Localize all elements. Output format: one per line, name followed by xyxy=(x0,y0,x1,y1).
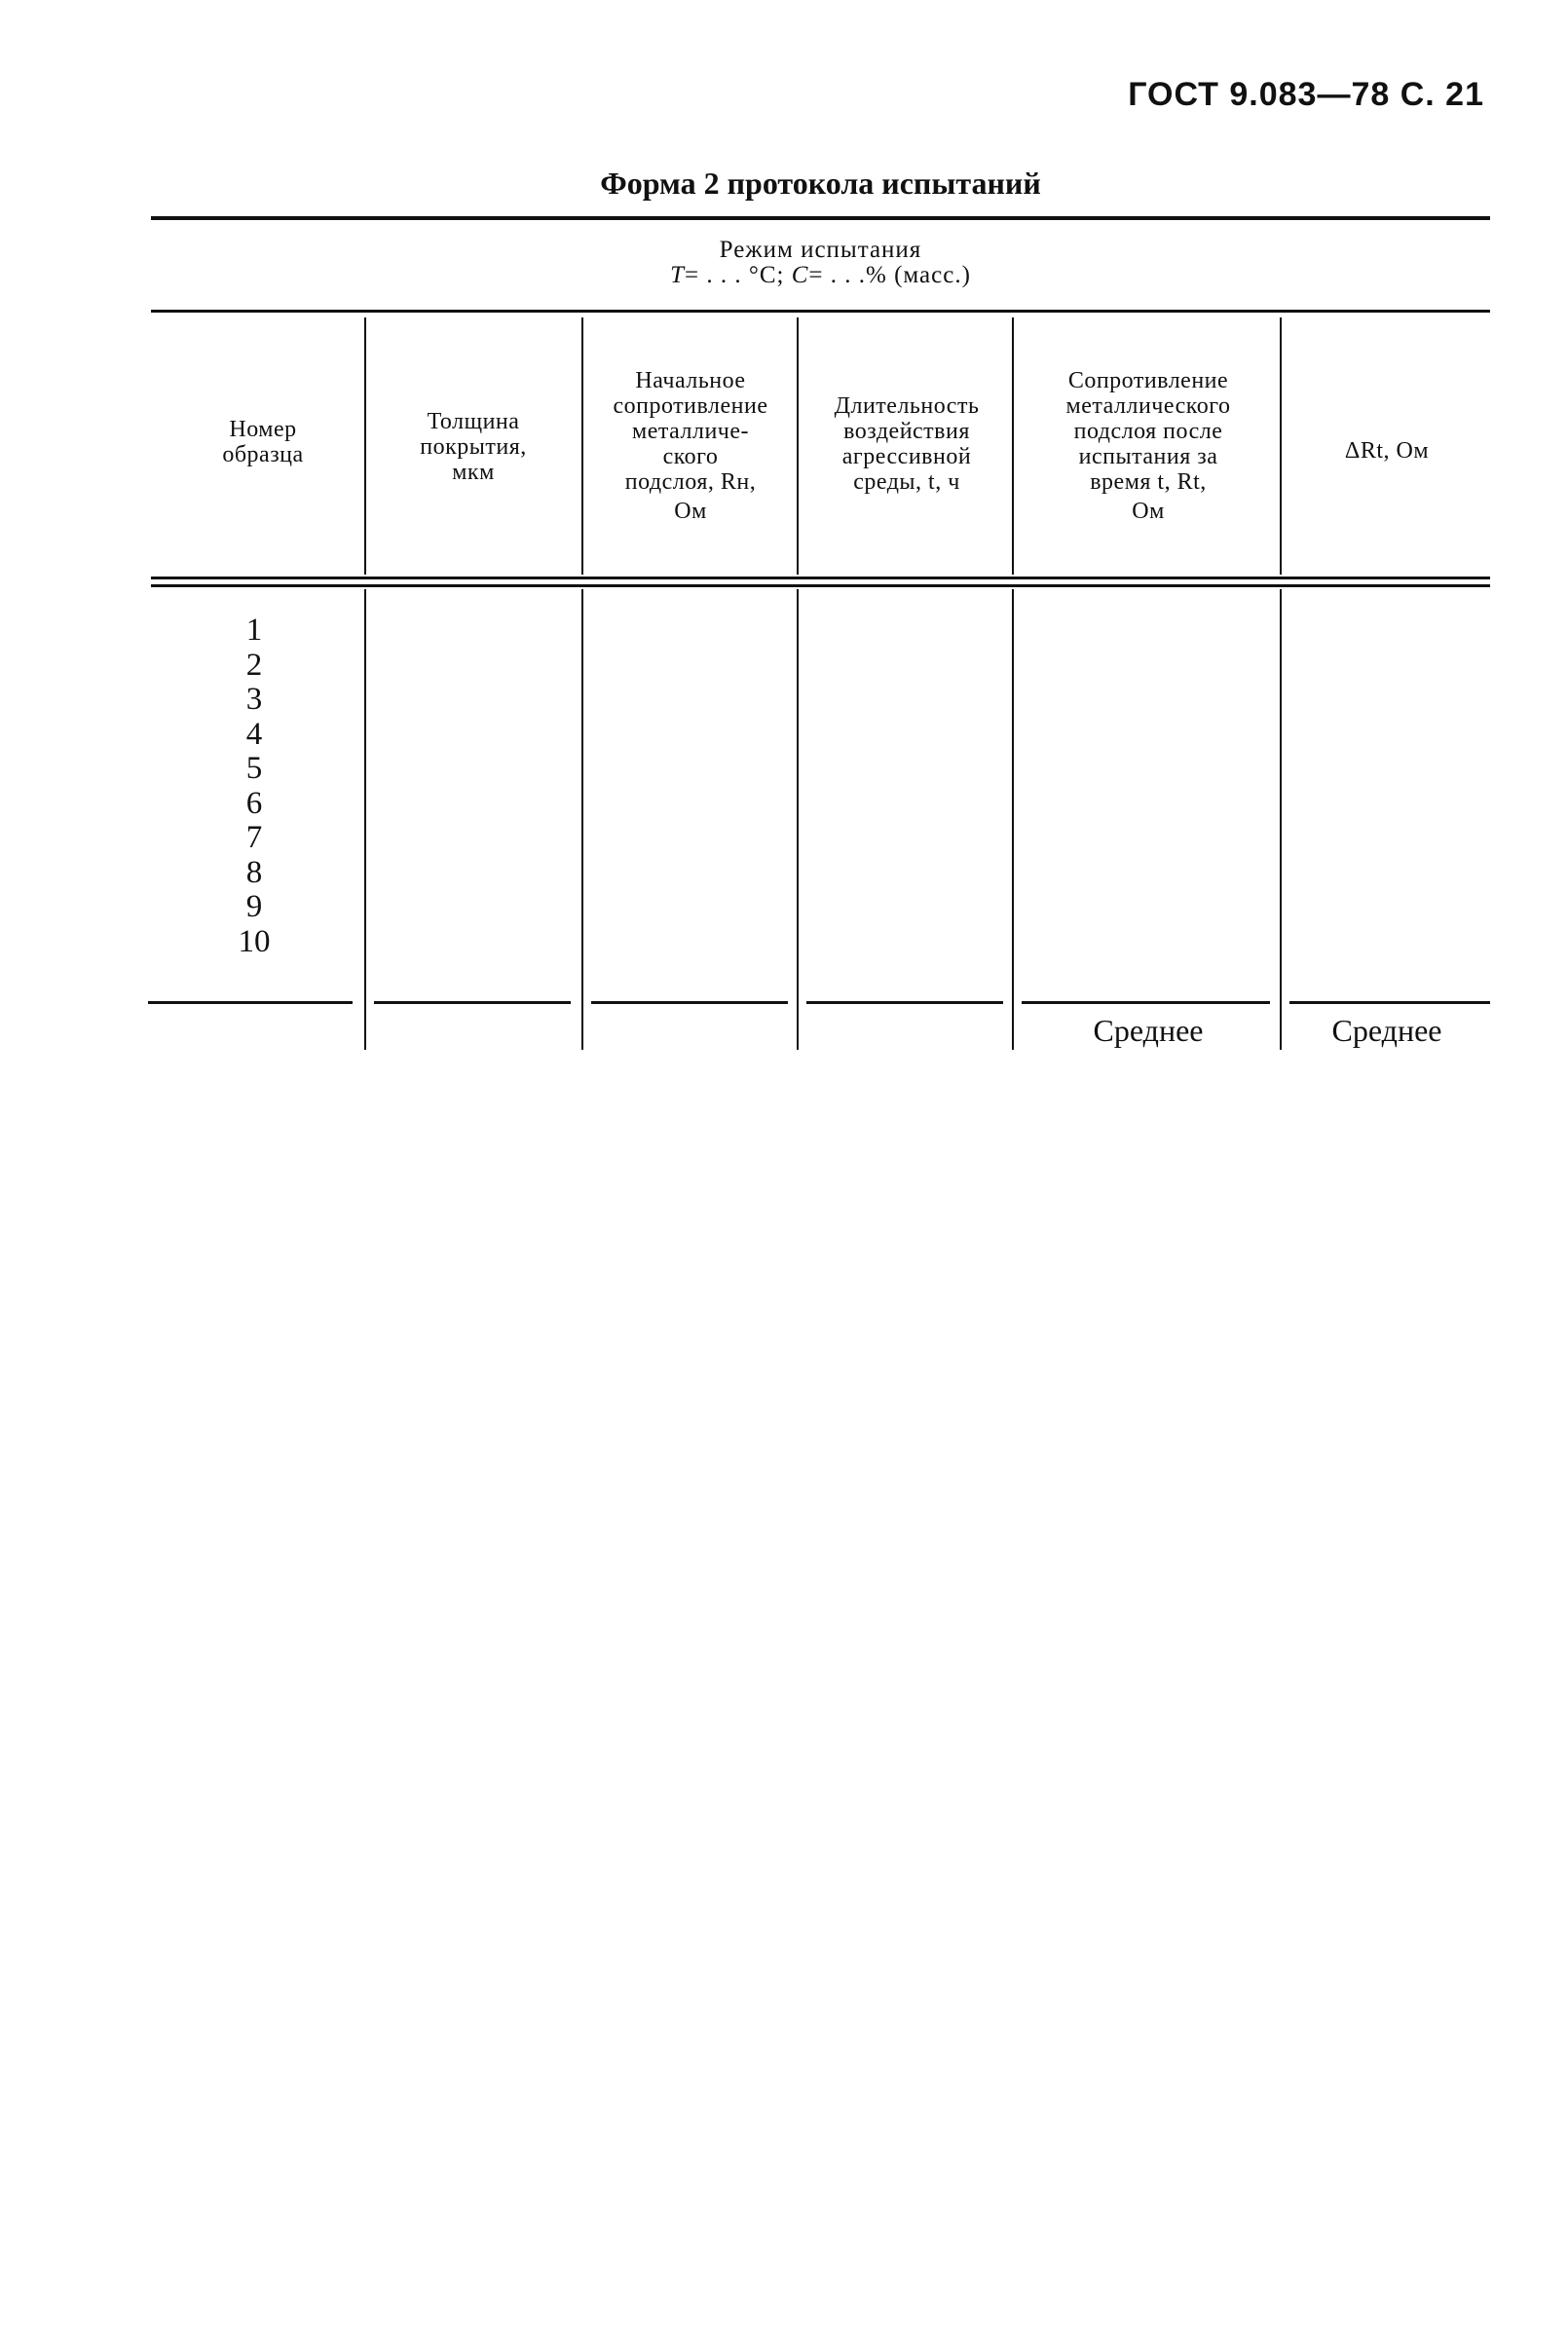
test-mode-label: Режим испытания xyxy=(719,237,922,263)
footer-rule-seg-1 xyxy=(148,1001,353,1004)
average-label-resistance: Среднее xyxy=(1093,1013,1204,1048)
footer-rule-seg-2 xyxy=(374,1001,571,1004)
row-number: 9 xyxy=(245,889,263,924)
column-divider-3-head xyxy=(797,317,799,575)
row-number: 10 xyxy=(238,924,271,959)
page-header: ГОСТ 9.083—78 С. 21 xyxy=(1128,76,1484,113)
column-divider-2-body xyxy=(581,589,583,1050)
test-mode-block xyxy=(151,238,1490,288)
column-header-resistance-after-test: Сопротивление металлического подслоя после испытания за время t, Rt, Ом xyxy=(1065,368,1231,524)
table-top-rule xyxy=(151,216,1490,220)
column-divider-3-body xyxy=(797,589,799,1050)
column-header-delta-resistance: ΔRt, Ом xyxy=(1344,438,1430,464)
average-label-delta: Среднее xyxy=(1331,1013,1442,1048)
row-number: 5 xyxy=(245,751,263,786)
footer-rule-seg-5 xyxy=(1022,1001,1270,1004)
column-divider-4-head xyxy=(1012,317,1014,575)
column-divider-1-body xyxy=(364,589,366,1050)
footer-rule-seg-6 xyxy=(1289,1001,1490,1004)
column-divider-4-body xyxy=(1012,589,1014,1050)
column-divider-2-head xyxy=(581,317,583,575)
column-header-thickness: Толщина покрытия, мкм xyxy=(420,409,527,485)
column-header-sample-number: Номер образца xyxy=(222,417,304,467)
footer-rule-seg-3 xyxy=(591,1001,788,1004)
form-title: Форма 2 протокола испытаний xyxy=(600,166,1041,201)
row-number: 3 xyxy=(245,682,263,717)
row-number: 7 xyxy=(245,820,263,855)
row-number: 8 xyxy=(245,855,263,890)
column-header-exposure-duration: Длительность воздействия агрессивной среды, t, ч xyxy=(834,393,980,495)
row-number: 1 xyxy=(245,613,263,648)
row-number: 6 xyxy=(245,786,263,821)
row-number: 2 xyxy=(245,648,263,683)
row-number: 4 xyxy=(245,717,263,752)
column-divider-5-head xyxy=(1280,317,1282,575)
column-header-initial-resistance: Начальное сопротивление металличе- ского подслоя, Rн, Ом xyxy=(613,368,768,524)
header-body-rule-top xyxy=(151,577,1490,579)
column-divider-1-head xyxy=(364,317,366,575)
test-mode-formula: T= . . . °С; C= . . .% (масс.) xyxy=(670,262,971,288)
footer-rule-seg-4 xyxy=(806,1001,1003,1004)
header-body-rule-bottom xyxy=(151,584,1490,587)
mode-block-rule xyxy=(151,310,1490,313)
column-divider-5-body xyxy=(1280,589,1282,1050)
